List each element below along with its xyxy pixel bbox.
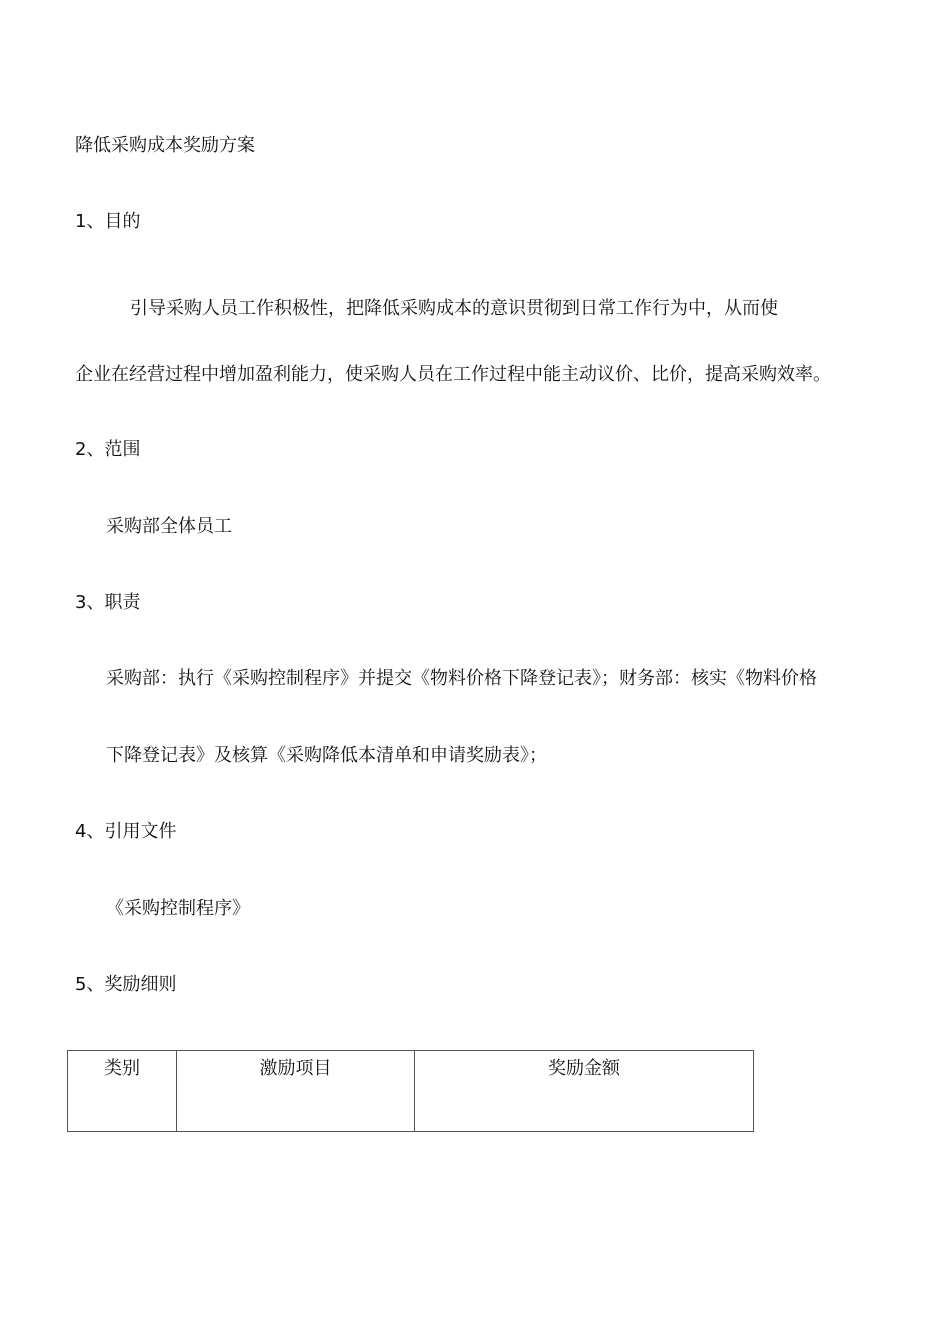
- table-header-incentive-item: 激励项目: [177, 1051, 415, 1132]
- document-title: 降低采购成本奖励方案: [75, 135, 255, 156]
- section-heading-purpose: 1、目的: [75, 211, 141, 232]
- purpose-paragraph-line-1: 引导采购人员工作积极性，把降低采购成本的意识贯彻到日常工作行为中，从而使: [130, 298, 778, 319]
- scope-paragraph: 采购部全体员工: [106, 516, 232, 537]
- responsibilities-paragraph-line-1: 采购部：执行《采购控制程序》并提交《物料价格下降登记表》；财务部：核实《物料价格: [106, 668, 817, 689]
- section-heading-responsibilities: 3、职责: [75, 592, 141, 613]
- section-heading-reward-details: 5、奖励细则: [75, 974, 177, 995]
- table-header-reward-amount: 奖励金额: [415, 1051, 754, 1132]
- section-heading-references: 4、引用文件: [75, 821, 177, 842]
- table-header-row: [68, 1051, 754, 1132]
- table-header-category: 类别: [68, 1051, 177, 1132]
- responsibilities-paragraph-line-2: 下降登记表》及核算《采购降低本清单和申请奖励表》；: [106, 745, 547, 766]
- reward-table: [67, 1050, 754, 1132]
- references-paragraph: 《采购控制程序》: [106, 898, 250, 919]
- purpose-paragraph-line-2: 企业在经营过程中增加盈利能力，使采购人员在工作过程中能主动议价、比价，提高采购效率。: [75, 364, 831, 385]
- section-heading-scope: 2、范围: [75, 439, 141, 460]
